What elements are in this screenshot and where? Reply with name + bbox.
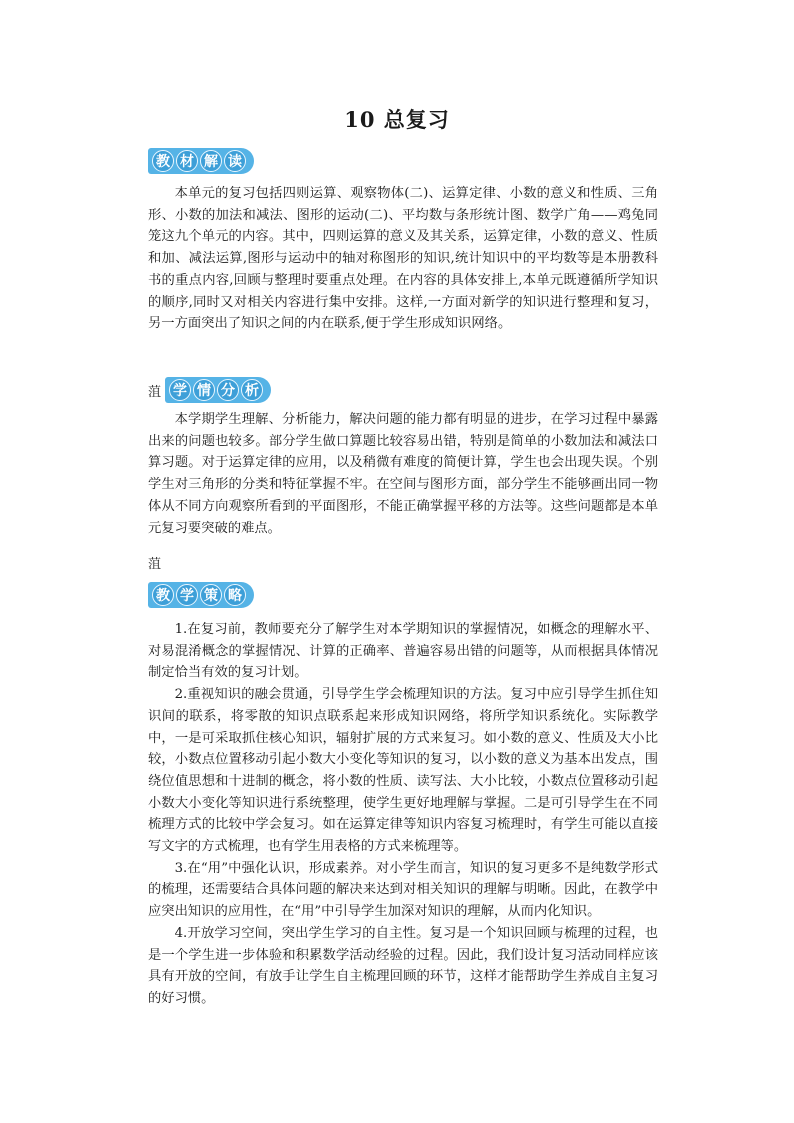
badge-char: 学 [169, 379, 191, 401]
strategy-item-2: 2.重视知识的融会贯通，引导学生学会梳理知识的方法。复习中应引导学生抓住知识间的联系，将零散的知识点联系起来形成知识网络，将所学知识系统化。实际教学中，一是可采取抓住核心知识，辐射扩展的方式来复习。如小数的意义、性质及大小比较，小数点位置移动引起小数大小变化等知识的复习，以小数的意义为基本出发点，围绕位值思想和十进制的概念，将小数的性质、读写法、大小比较，小数点位置移动引起小数大小变化等知识进行系统整理，使学生更好地理解与掌握。二是可引导学生在不同梳理方式的比较中学会复习。如在运算定律等知识内容复习梳理时，有学生可能以直接写文字的方式梳理，也有学生用表格的方式来梳理等。 [148, 687, 658, 855]
section-heading-textbook-reading [148, 147, 254, 175]
section-badge [148, 582, 254, 608]
paragraph-textbook-reading [148, 183, 658, 335]
stray-char: 菹 [148, 384, 162, 400]
badge-char: 教 [152, 584, 174, 606]
badge-char: 情 [193, 379, 215, 401]
body-text: 本学期学生理解、分析能力，解决问题的能力都有明显的进步，在学习过程中暴露出来的问题也较多。部分学生做口算题比较容易出错，特别是简单的小数加法和减法口算习题。对于运算定律的应用，以及稍微有难度的简便计算，学生也会出现失误。个别学生对三角形的分类和特征掌握不牢。在空间与图形方面，部分学生不能够画出同一物体从不同方向观察所看到的平面图形，不能正确掌握平移的方法等。这些问题都是本单元复习要突破的难点。 [148, 412, 658, 536]
paragraph-teaching-strategy [148, 619, 658, 1010]
badge-char: 解 [200, 150, 222, 172]
strategy-item-1: 1.在复习前，教师要充分了解学生对本学期知识的掌握情况，如概念的理解水平、对易混淆概念的掌握情况、计算的正确率、普遍容易出错的问题等，从而根据具体情况制定恰当有效的复习计划。 [148, 622, 658, 681]
badge-char: 略 [224, 584, 246, 606]
badge-char: 学 [176, 584, 198, 606]
strategy-item-4: 4.开放学习空间，突出学生学习的自主性。复习是一个知识回顾与梳理的过程，也是一个学生进一步体验和积累数学活动经验的过程。因此，我们设计复习活动同样应该具有开放的空间，有放手让学生自主梳理回顾的环节，这样才能帮助学生养成自主复习的好习惯。 [148, 925, 658, 1006]
badge-char: 材 [176, 150, 198, 172]
body-text: 本单元的复习包括四则运算、观察物体(二)、运算定律、小数的意义和性质、三角形、小数的加法和减法、图形的运动(二)、平均数与条形统计图、数学广角——鸡兔同笼这九个单元的内容。其中，四则运算的意义及其关系，运算定律，小数的意义、性质和加、减法运算,图形与运动中的轴对称图形的知识,统计知识中的平均数等是本册教科书的重点内容,回顾与整理时要重点处理。在内容的具体安排上,本单元既遵循所学知识的顺序,同时又对相关内容进行集中安排。这样,一方面对新学的知识进行整理和复习，另一方面突出了知识之间的内在联系,便于学生形成知识网络。 [148, 186, 658, 332]
badge-char: 教 [152, 150, 174, 172]
badge-char: 读 [224, 150, 246, 172]
section-badge [148, 148, 254, 174]
strategy-item-3: 3.在“用”中强化认识，形成素养。对小学生而言，知识的复习更多不是纯数学形式的梳理，还需要结合具体问题的解决来达到对相关知识的理解与明晰。因此，在教学中应突出知识的应用性，在“用”中引导学生加深对知识的理解，从而内化知识。 [148, 860, 658, 920]
page-title: 10 总复习 [344, 107, 450, 132]
section-heading-teaching-strategy [148, 581, 254, 609]
stray-char: 菹 [148, 557, 162, 572]
badge-char: 策 [200, 584, 222, 606]
badge-char: 分 [217, 379, 239, 401]
section-badge [165, 377, 271, 403]
badge-char: 析 [241, 379, 263, 401]
paragraph-student-analysis [148, 409, 658, 539]
section-heading-student-analysis [148, 376, 271, 404]
